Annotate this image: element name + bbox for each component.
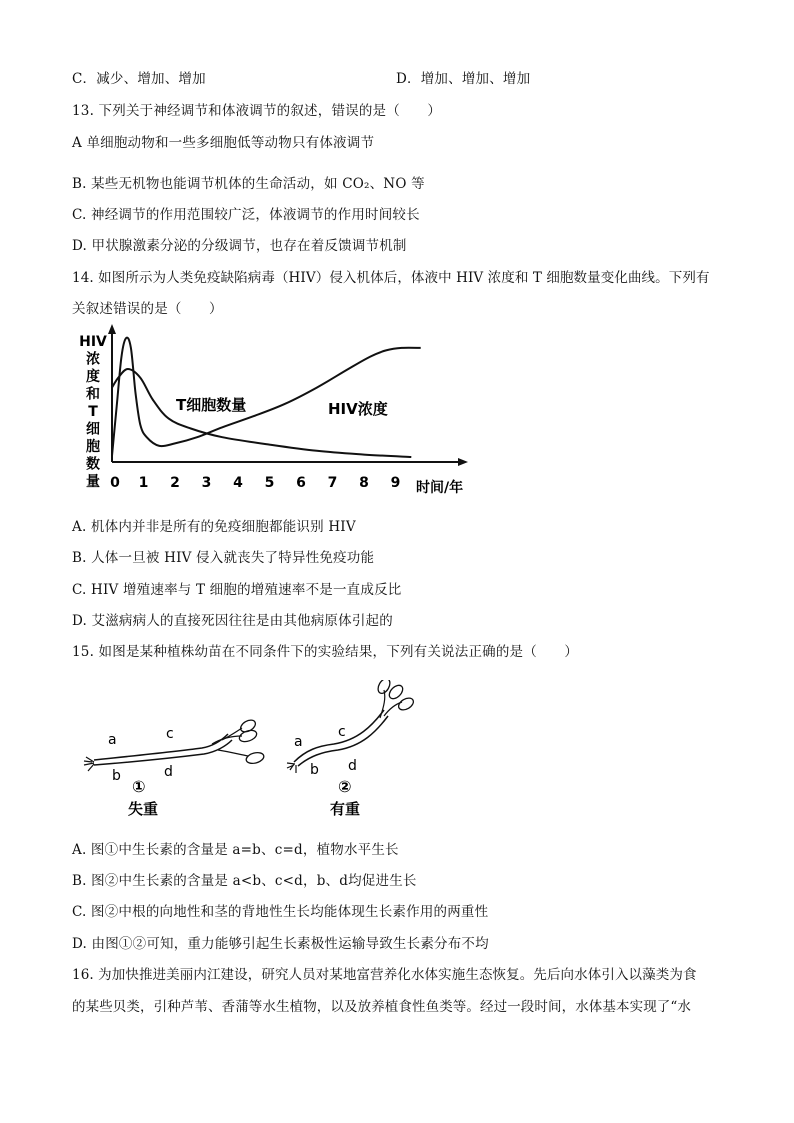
q14-stem-line1: 14. 如图所示为人类免疫缺陷病毒（HIV）侵入机体后，体液中 HIV 浓度和 T 细胞数量变化曲线。下列有 [72, 270, 710, 286]
q14-option-c: C. HIV 增殖速率与 T 细胞的增殖速率不是一直成反比 [72, 582, 402, 598]
x-tick-label: 1 [138, 475, 149, 491]
q14-option-d: D. 艾滋病病人的直接死因往往是由其他病原体引起的 [72, 613, 393, 629]
label-a: a [108, 732, 117, 748]
figure-2-number: ② [338, 777, 352, 796]
x-tick-label: 2 [170, 475, 180, 491]
q14-option-a: A. 机体内并非是所有的免疫细胞都能识别 HIV [72, 519, 356, 535]
label-a: a [294, 734, 303, 750]
figure-2-caption: 有重 [330, 800, 361, 818]
y-label-char: 量 [86, 474, 100, 490]
label-c: c [166, 726, 174, 742]
q15-option-b: B. 图②中生长素的含量是 a<b、c<d，b、d均促进生长 [72, 873, 417, 889]
y-label-char: 和 [86, 386, 100, 403]
q14-stem-line2: 关叙述错误的是（ ） [72, 301, 223, 317]
x-tick-label: 7 [327, 475, 338, 491]
x-tick-label: 8 [359, 475, 369, 491]
seedling-figure [72, 680, 432, 820]
y-label-char: T [88, 404, 98, 420]
q15-option-a: A. 图①中生长素的含量是 a=b、c=d，植物水平生长 [72, 842, 399, 858]
figure-1-number: ① [132, 777, 146, 796]
y-label-char: 胞 [86, 439, 100, 455]
q15-option-c: C. 图②中根的向地性和茎的背地性生长均能体现生长素作用的两重性 [72, 904, 489, 920]
leaf-icon [239, 718, 258, 735]
seedling-2 [287, 680, 415, 818]
label-b: b [112, 768, 121, 784]
figure-1-caption: 失重 [128, 800, 159, 818]
branch-1c [218, 750, 248, 756]
label-c: c [338, 724, 346, 740]
chart-y-axis-arrow [108, 324, 116, 334]
x-tick-label: 5 [264, 475, 275, 491]
q13-option-b: B. 某些无机物也能调节机体的生命活动，如 CO₂、NO 等 [72, 176, 425, 192]
x-tick-label: 0 [110, 475, 120, 491]
series-line-hiv [112, 338, 421, 456]
q16-line1: 16. 为加快推进美丽内江建设，研究人员对某地富营养化水体实施生态恢复。先后向水体引入以藻类为食 [72, 967, 697, 983]
y-label-char: HIV [79, 334, 107, 350]
series-label-hiv: HIV浓度 [328, 400, 388, 418]
label-d: d [348, 758, 357, 774]
x-tick-label: 4 [233, 475, 243, 491]
hiv-tcell-chart [72, 322, 482, 502]
q15-stem: 15. 如图是某种植株幼苗在不同条件下的实验结果，下列有关说法正确的是（ ） [72, 644, 579, 660]
q13-option-a: A 单细胞动物和一些多细胞低等动物只有体液调节 [72, 135, 375, 151]
chart-x-axis-arrow [458, 458, 468, 466]
y-label-char: 细 [86, 421, 100, 438]
leaf-icon [245, 751, 265, 765]
y-label-char: 度 [86, 369, 100, 385]
q13-stem: 13. 下列关于神经调节和体液调节的叙述，错误的是（ ） [72, 103, 442, 119]
series-label-t-cell: T细胞数量 [176, 396, 247, 414]
q12-option-d: D．增加、增加、增加 [396, 71, 531, 87]
root-hairs-2 [287, 763, 296, 773]
y-label-char: 浓 [86, 351, 100, 368]
label-d: d [164, 764, 173, 780]
leaf-icon [397, 696, 416, 713]
x-tick-label: 3 [201, 475, 212, 491]
q14-option-b: B. 人体一旦被 HIV 侵入就丧失了特异性免疫功能 [72, 550, 375, 566]
chart-x-ticks [110, 475, 400, 491]
x-tick-label: 9 [390, 475, 401, 491]
seedling-1 [84, 718, 265, 818]
chart-y-label [79, 334, 107, 490]
root-hairs-1 [84, 757, 94, 771]
q12-option-c: C．减少、增加、增加 [72, 71, 206, 87]
q13-option-c: C. 神经调节的作用范围较广泛，体液调节的作用时间较长 [72, 207, 420, 223]
label-b: b [310, 762, 319, 778]
chart-x-label: 时间/年 [416, 480, 464, 496]
q15-option-d: D. 由图①②可知，重力能够引起生长素极性运输导致生长素分布不均 [72, 936, 489, 952]
q16-line2: 的某些贝类，引种芦苇、香蒲等水生植物，以及放养植食性鱼类等。经过一段时间，水体基本实现了“水 [72, 999, 691, 1015]
y-label-char: 数 [86, 456, 100, 473]
q13-option-d: D. 甲状腺激素分泌的分级调节，也存在着反馈调节机制 [72, 238, 407, 254]
x-tick-label: 6 [296, 475, 306, 491]
